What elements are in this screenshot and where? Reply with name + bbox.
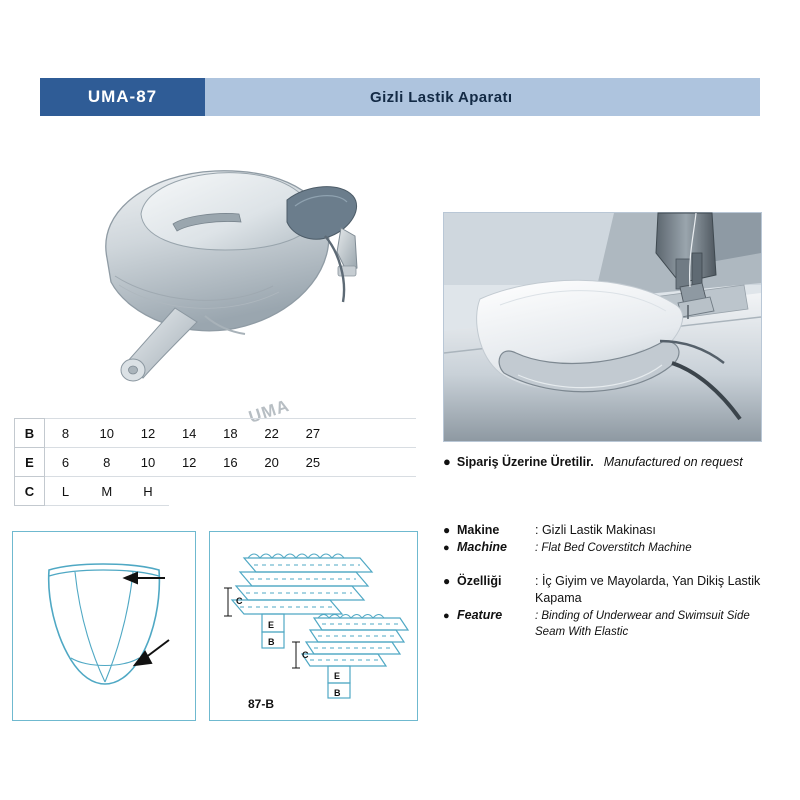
cell-c-2: M — [86, 477, 127, 506]
production-note — [443, 455, 773, 469]
cell-b-2: 10 — [86, 419, 127, 448]
cell-c-pad3 — [251, 477, 292, 506]
cell-e-1: 6 — [44, 448, 86, 477]
spec-key-machine-en: Machine — [457, 539, 508, 554]
cell-b-1: 8 — [44, 419, 86, 448]
cell-e-7: 25 — [292, 448, 333, 477]
size-table — [14, 418, 416, 506]
specifications — [443, 522, 773, 657]
cell-e-pad — [333, 448, 374, 477]
underwear-diagram — [12, 531, 196, 721]
spec-val-feature-en: : Binding of Underwear and Swimsuit Side Seam With Elastic — [535, 610, 750, 638]
cell-e-2: 8 — [86, 448, 127, 477]
fold-diagram-label: 87-B — [248, 697, 275, 711]
cell-b-pad — [333, 419, 374, 448]
spec-feature-en — [443, 607, 773, 640]
spec-key-feature-en: Feature — [457, 608, 503, 623]
spec-feature — [443, 573, 773, 640]
cell-e-6: 20 — [251, 448, 292, 477]
cell-c-1: L — [44, 477, 86, 506]
page-title: Gizli Lastik Aparatı — [205, 78, 760, 116]
mark-e-lower: E — [334, 671, 341, 681]
row-label-c: C — [15, 477, 45, 506]
cell-b-6: 22 — [251, 419, 292, 448]
product-header — [40, 78, 760, 116]
mark-b-lower: B — [334, 688, 341, 698]
production-note-tr: Sipariş Üzerine Üretilir. — [456, 455, 594, 469]
table-row — [15, 477, 417, 506]
bullet-icon: ● — [443, 523, 451, 537]
cell-c-pad6 — [375, 477, 416, 506]
bullet-icon: ● — [443, 574, 451, 589]
spec-val-machine-tr: : Gizli Lastik Makinası — [535, 523, 656, 537]
cell-c-3: H — [127, 477, 168, 506]
machine-photo — [443, 212, 762, 442]
table-row — [15, 419, 417, 448]
mark-b-upper: B — [268, 637, 275, 647]
cell-b-7: 27 — [292, 419, 333, 448]
spec-machine — [443, 522, 773, 556]
spec-key-machine-tr: Makine — [457, 523, 500, 537]
bullet-icon: ● — [443, 541, 450, 554]
cell-c-pad1 — [169, 477, 210, 506]
mark-c-lower: C — [302, 650, 309, 660]
cell-b-pad2 — [375, 419, 416, 448]
bullet-icon: ● — [443, 454, 451, 469]
spec-val-machine-en: : Flat Bed Coverstitch Machine — [535, 541, 692, 554]
row-label-e: E — [15, 448, 45, 477]
cell-c-pad5 — [333, 477, 374, 506]
mounting-bracket — [325, 228, 357, 302]
spec-key-feature-tr: Özelliği — [457, 574, 502, 589]
spec-machine-en — [443, 539, 773, 557]
folder-cross-section-diagram — [209, 531, 418, 721]
spec-feature-tr — [443, 573, 773, 607]
production-note-en: Manufactured on request — [603, 455, 743, 469]
bullet-icon: ● — [443, 610, 450, 623]
cell-e-4: 12 — [169, 448, 210, 477]
mark-e-upper: E — [268, 620, 275, 630]
cell-e-3: 10 — [127, 448, 168, 477]
cell-b-3: 12 — [127, 419, 168, 448]
cell-e-pad2 — [375, 448, 416, 477]
svg-text:UMA: UMA — [246, 395, 292, 427]
table-row — [15, 448, 417, 477]
row-label-b: B — [15, 419, 45, 448]
cell-e-5: 16 — [210, 448, 251, 477]
cell-b-4: 14 — [169, 419, 210, 448]
cell-c-pad2 — [210, 477, 251, 506]
product-photo — [55, 140, 415, 427]
spec-machine-tr — [443, 522, 773, 539]
cell-b-5: 18 — [210, 419, 251, 448]
cell-c-pad4 — [292, 477, 333, 506]
mark-c-upper: C — [236, 596, 243, 606]
product-code: UMA-87 — [40, 78, 205, 116]
spec-val-feature-tr: : İç Giyim ve Mayolarda, Yan Dikiş Lastik Kapama — [535, 574, 761, 606]
